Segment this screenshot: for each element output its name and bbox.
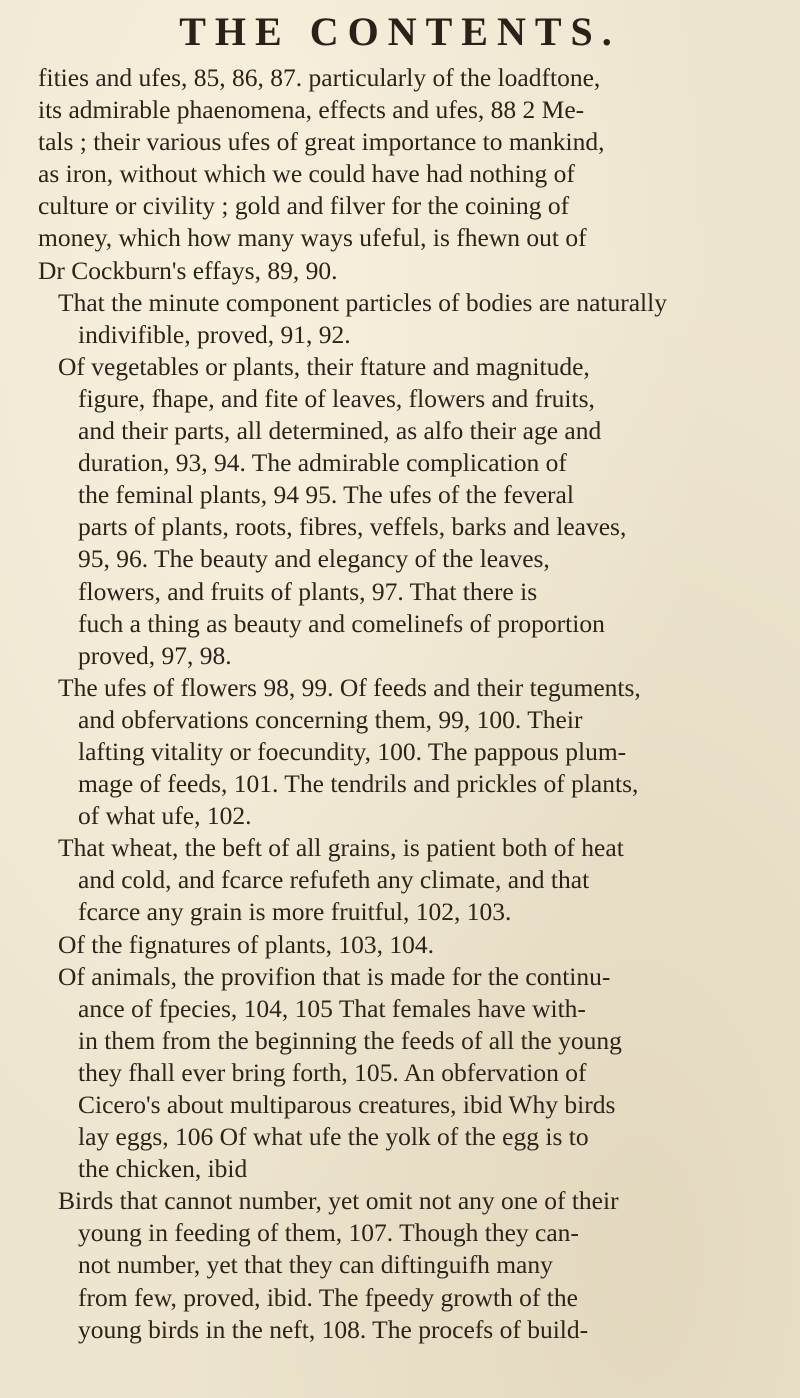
contents-entry: [38, 672, 778, 832]
contents-line: That wheat, the beft of all grains, is patient both of heat: [58, 833, 624, 863]
contents-line: The ufes of flowers 98, 99. Of feeds and their teguments,: [58, 672, 641, 702]
contents-line: indivifible, proved, 91, 92.: [78, 319, 351, 349]
contents-line: flowers, and fruits of plants, 97. That there is: [78, 576, 538, 606]
contents-line: fuch a thing as beauty and comelinefs of proportion: [78, 608, 605, 638]
contents-line: mage of feeds, 101. The tendrils and prickles of plants,: [78, 769, 639, 799]
contents-line: duration, 93, 94. The admirable complication of: [78, 448, 567, 478]
contents-entry: [38, 351, 778, 672]
contents-line: tals ; their various ufes of great importance to mankind,: [38, 127, 605, 157]
contents-line: of what ufe, 102.: [78, 801, 252, 831]
contents-line: parts of plants, roots, fibres, veffels, barks and leaves,: [78, 512, 627, 542]
contents-entry: [38, 62, 778, 287]
contents-entry: [38, 287, 778, 351]
contents-line: figure, fhape, and fite of leaves, flowers and fruits,: [78, 383, 595, 413]
contents-line: the feminal plants, 94 95. The ufes of the feveral: [78, 480, 574, 510]
contents-line: lay eggs, 106 Of what ufe the yolk of the egg is to: [78, 1122, 589, 1152]
contents-line: money, which how many ways ufeful, is fhewn out of: [38, 223, 587, 253]
contents-line: Of animals, the provifion that is made for the continu-: [58, 961, 611, 991]
contents-line: and obfervations concerning them, 99, 100. Their: [78, 704, 583, 734]
contents-entry: [38, 1185, 778, 1345]
contents-line: culture or civility ; gold and filver for the coining of: [38, 191, 570, 221]
contents-line: they fhall ever bring forth, 105. An obfervation of: [78, 1057, 587, 1087]
contents-line: Of vegetables or plants, their ftature and magnitude,: [58, 351, 590, 381]
contents-line: not number, yet that they can diftinguifh many: [78, 1250, 553, 1280]
contents-line: 95, 96. The beauty and elegancy of the leaves,: [78, 544, 550, 574]
contents-line: Cicero's about multiparous creatures, ibid Why birds: [78, 1090, 616, 1119]
contents-line: Of the fignatures of plants, 103, 104.: [58, 929, 435, 959]
contents-line: fcarce any grain is more fruitful, 102, 103.: [78, 897, 512, 927]
contents-line: the chicken, ibid: [78, 1154, 248, 1184]
contents-line: Birds that cannot number, yet omit not any one of their: [58, 1186, 619, 1216]
contents-line: lafting vitality or foecundity, 100. The pappous plum-: [78, 736, 627, 766]
contents-line: Dr Cockburn's effays, 89, 90.: [38, 255, 338, 285]
contents-line: from few, proved, ibid. The fpeedy growth of the: [78, 1282, 578, 1312]
contents-entry: [38, 929, 778, 961]
contents-line: That the minute component particles of bodies are naturally: [58, 287, 667, 317]
contents-line: proved, 97, 98.: [78, 640, 232, 670]
contents-line: ance of fpecies, 104, 105 That females have with-: [78, 993, 586, 1023]
contents-text: [38, 62, 778, 1346]
contents-line: and cold, and fcarce refufeth any climate, and that: [78, 865, 590, 895]
contents-line: young birds in the neft, 108. The procefs of build-: [78, 1314, 589, 1344]
contents-line: young in feeding of them, 107. Though they can-: [78, 1218, 579, 1248]
contents-entry: [38, 832, 778, 928]
contents-line: in them from the beginning the feeds of all the young: [78, 1025, 622, 1055]
contents-line: and their parts, all determined, as alfo their age and: [78, 416, 602, 446]
running-head: THE CONTENTS.: [179, 9, 621, 54]
contents-line: as iron, without which we could have had nothing of: [38, 159, 575, 189]
contents-line: its admirable phaenomena, effects and ufes, 88 2 Me-: [38, 95, 585, 125]
contents-line: fities and ufes, 85, 86, 87. particularly of the loadftone,: [38, 63, 601, 92]
contents-entry: [38, 961, 778, 1186]
